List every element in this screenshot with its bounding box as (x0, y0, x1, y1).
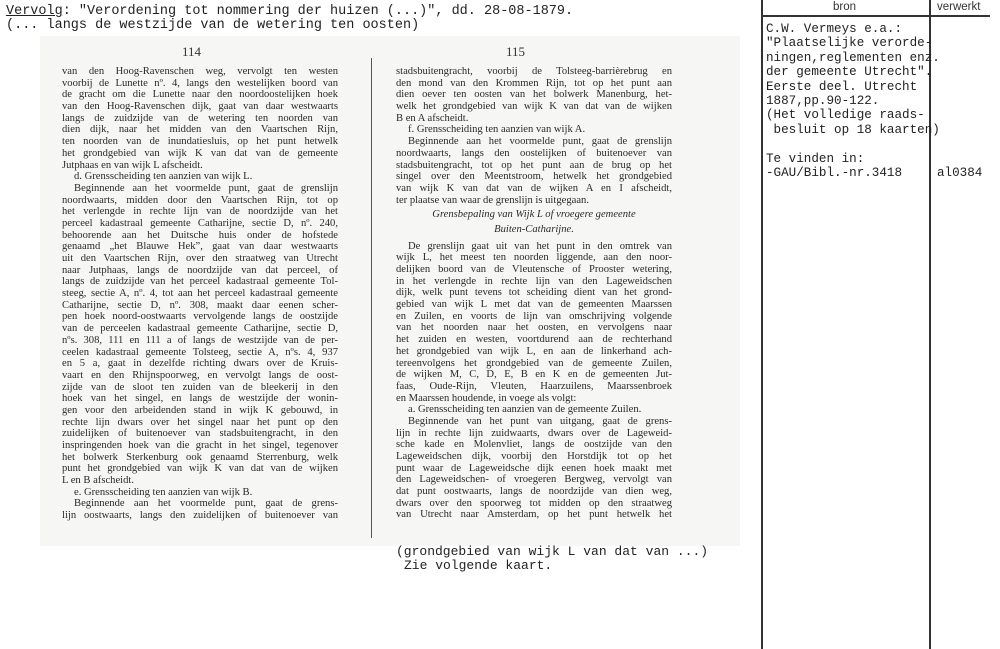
text-line: B en A afscheidt. (396, 112, 469, 124)
text-line: Beginnende van het punt van uitgang, gaat de grens- (408, 415, 672, 427)
text-line: steeg, sectie A, nº. 4, tot aan het perceel kadastraal gemeente (62, 288, 338, 300)
text-line: pen hoek noord-oostwaarts vervolgende langs de oostzijde (62, 311, 338, 323)
text-line: Lageweidschen dijk, voorbij den Horstdijk tot op het (396, 451, 672, 462)
text-line: langs de zuidzijde van het perceel kadastraal gemeente Tol- (62, 276, 338, 288)
bron-line: -GAU/Bibl.-nr.3418 (766, 165, 903, 180)
text-line: punt het grondgebied van wijk K van dat van de wijken (62, 463, 338, 475)
bron-line (766, 137, 940, 151)
text-line: van Utrecht naar Amsterdam, op het punt hetwelk het (396, 509, 672, 521)
text-line: lijn in rechte lijn zuidwaarts, dwars over de Lageweid- (396, 427, 672, 439)
text-line: f. Grensscheiding ten aanzien van wijk A. (408, 124, 586, 136)
bron-line: der gemeente Utrecht". (766, 65, 933, 80)
text-line: delijken boord van de Vleutensche of Prooster wetering, (396, 264, 672, 275)
scan-fold-line (371, 58, 372, 538)
header-title: : "Verordening tot nommering der huizen (...)", dd. 28-08-1879. (62, 4, 574, 19)
text-line: Catharijne, sectie D, nº. 308, maakt daar eenen scher- (62, 299, 338, 311)
text-line: het grondgebied van wijk L, en aan de linkerhand ach- (396, 345, 672, 357)
page-number-right: 115 (506, 44, 526, 59)
bron-line: Eerste deel. Utrecht (766, 79, 918, 94)
text-line: ceelen kadastraal gemeente Tolsteeg, sectie A, nºs. 4, 937 (62, 346, 338, 358)
text-line: gen voor den arbeidenden stand in wijk K gebouwd, in (62, 404, 338, 416)
bron-line: 1887,pp.90-122. (766, 93, 880, 108)
left-page-text (62, 66, 338, 522)
text-line: van den Hoog-Ravenschen dijk, gaat van daar westwaarts (62, 101, 338, 113)
bron-line: "Plaatselijke verorde- (766, 36, 933, 51)
column-header-bron: bron (833, 1, 857, 13)
text-line: Beginnende aan het voormelde punt, gaat de grens- (74, 498, 338, 510)
page-number-left: 114 (182, 44, 202, 59)
text-line: singel over den Meentstroom, hetwelk het grondgebied (396, 171, 672, 183)
text-line: gebied van wijk L met dat van de gemeenten Maarssen (396, 299, 672, 311)
text-line: behoorende aan het Duitsche huis onder de hofstede (62, 229, 338, 241)
footer-line-1: (grondgebied van wijk L van dat van ...) (396, 544, 709, 559)
text-line: zijde van de sloot ten zuiden van de bleekerij in den (62, 381, 338, 393)
text-line: van wijk K van dat van de wijken A en I afscheidt, (396, 182, 672, 194)
header-label: Vervolg (6, 4, 63, 19)
bron-line: C.W. Vermeys e.a.: (766, 22, 903, 36)
text-line: zuidelijken of buitenoever van stadsbuitengracht, in den (62, 428, 338, 440)
bron-line: (Het volledige raads- (766, 108, 925, 123)
text-line: dijk, welk punt tevens tot scheiding dient van het grond- (396, 287, 672, 299)
text-line: uit den Vaartschen Rijn, over den straatweg van Utrecht (62, 253, 338, 264)
text-line: den mond van den Krommen Rijn, tot op het punt aan (396, 77, 672, 89)
text-line: rechte lijn dwars over het singel naar het punt op den (62, 416, 338, 428)
text-line: Beginnende aan het voormelde punt, gaat de grenslijn (408, 136, 672, 148)
text-line: van de perceelen kadastraal gemeente Catharijne, sectie D, (62, 323, 338, 335)
text-line: e. Grensscheiding ten aanzien van wijk B. (74, 486, 253, 498)
text-line: vaart en den Rhijnspoorweg, en vervolgt langs de oost- (62, 369, 338, 381)
text-line: en 5 a, gaat in dezelfde richting dwars over de Kruis- (62, 358, 338, 370)
text-line: van den Hoog-Ravenschen weg, vervolgt ten westen (62, 66, 338, 77)
text-line: ter plaatse van waar de grenslijn is uitgegaan. (396, 194, 589, 206)
sidebar-border-left (761, 0, 763, 649)
column-header-verwerkt: verwerkt (937, 1, 981, 13)
right-page-text (396, 66, 672, 521)
text-line: nºs. 308, 111 en 111 a of langs de westzijde van de per- (62, 334, 338, 346)
text-line: Jutphaas en van wijk L afscheidt. (62, 159, 203, 171)
text-line: het zuiden en westen, voortdurend aan de rechterhand (396, 334, 672, 346)
text-line: d. Grensscheiding ten aanzien van wijk L. (74, 171, 253, 183)
footer-line-2: Zie volgende kaart. (404, 558, 553, 573)
text-line: noordwaarts, langs den oostelijken of buitenoever van (396, 147, 672, 159)
text-line: genaamd „het Blauwe Hek”, gaat van daar westwaarts (62, 241, 338, 253)
text-line: noordwaarts, midden door den Vaartschen Rijn, tot op (62, 194, 338, 206)
text-line: dien oever ten oosten van het bolwerk Manenburg, het- (396, 89, 672, 101)
bron-line: Te vinden in: (766, 151, 865, 166)
text-line: wijk L, het meest ten noorden liggende, aan den noor- (396, 252, 672, 264)
text-line: De grenslijn gaat uit van het punt in den omtrek van (408, 240, 672, 252)
text-line: in het verlengde in rechte lijn van den Lageweidschen (396, 275, 672, 287)
header-line-1 (6, 4, 573, 19)
text-line: sche kade en Molenvliet, langs de oostzijde van den (396, 439, 672, 451)
text-line: punt waar de Lageweidsche dijk eenen hoek maakt met (396, 462, 672, 474)
text-line: den Lageweidschen- of vroegeren Bergweg, vervolgt van (396, 474, 672, 486)
text-line: het verlengde in rechte lijn van de noordzijde van het (62, 206, 338, 218)
section-heading: Buiten-Catharijne. (494, 223, 574, 235)
text-line: a. Grensscheiding ten aanzien van de gemeente Zuilen. (408, 404, 642, 416)
text-line: ten noorden van de inundatiesluis, op het punt hetwelk (62, 136, 338, 148)
text-line: tereenvolgens het grondgebied van de gemeente Zuilen, (396, 357, 672, 369)
text-line: en Zuilen, en voorts de lijn van omschrijving volgende (396, 310, 672, 322)
text-line: voorbij de Lunette nº. 4, langs den westelijken boord van (62, 77, 338, 89)
text-line: de gracht om die Lunette naar den noordoostelijken hoek (62, 89, 338, 101)
text-line: de wijken M, C, D, E, B en K en de gemeenten Jut- (396, 369, 672, 381)
text-line: stadsbuitengracht, voorbij de Tolsteeg-barrièrebrug en (396, 66, 672, 77)
text-line: hoek van het singel, en langs de westzijde der wonin- (62, 393, 338, 405)
text-line: het bolwerk Sterkenburg ook genaamd Sterrenburg, welk (62, 451, 338, 463)
text-line: lijn oostwaarts, langs den zuidelijken of buitenoever van (62, 510, 338, 522)
verwerkt-value: al0384 (937, 166, 983, 180)
text-line: perceel kadastraal gemeente Catharijne, sectie D, nº. 240, (62, 217, 338, 229)
section-heading: Grensbepaling van Wijk L of vroegere gemeente (432, 209, 636, 221)
text-line: stadsbuitengracht, tot op het punt aan de brug op het (396, 159, 672, 171)
header-line-2: (... langs de westzijde van de wetering ten oosten) (6, 18, 420, 33)
text-line: welk het grondgebied van wijk K van dat van de wijken (396, 101, 672, 113)
text-line: dwars over den spoorweg tot midden op den straatweg (396, 497, 672, 509)
text-line: en Maarssen houdende, in voege als volgt: (396, 392, 577, 404)
text-line: faas, Oude-Rijn, Vleuten, Haarzuilens, Maarssenbroek (396, 380, 672, 392)
text-line: het grondgebied van wijk K van dat van de gemeente (62, 147, 338, 159)
text-line: dat punt oostwaarts, langs de noordzijde van dien weg, (396, 486, 672, 498)
text-line: inspringenden hoek van die gracht in het singel, tegenover (62, 440, 338, 451)
text-line: van het noorden naar het oosten, en vervolgens naar (396, 322, 672, 334)
bron-line: besluit op 18 kaarten) (766, 122, 940, 137)
bron-reference (766, 22, 940, 180)
text-line: naar Jutphaas, langs de noordzijde van dat perceel, of (62, 264, 338, 276)
text-line: Beginnende aan het voormelde punt, gaat de grenslijn (74, 182, 338, 194)
text-line: langs de zuidzijde van de wetering ten noorden van (62, 112, 338, 124)
text-line: L en B afscheidt. (62, 475, 134, 487)
sidebar-header-rule (761, 15, 990, 17)
text-line: dien dijk, naar het midden van den Vaartschen Rijn, (62, 124, 338, 136)
bron-line: ningen,reglementen enz. (766, 50, 940, 65)
